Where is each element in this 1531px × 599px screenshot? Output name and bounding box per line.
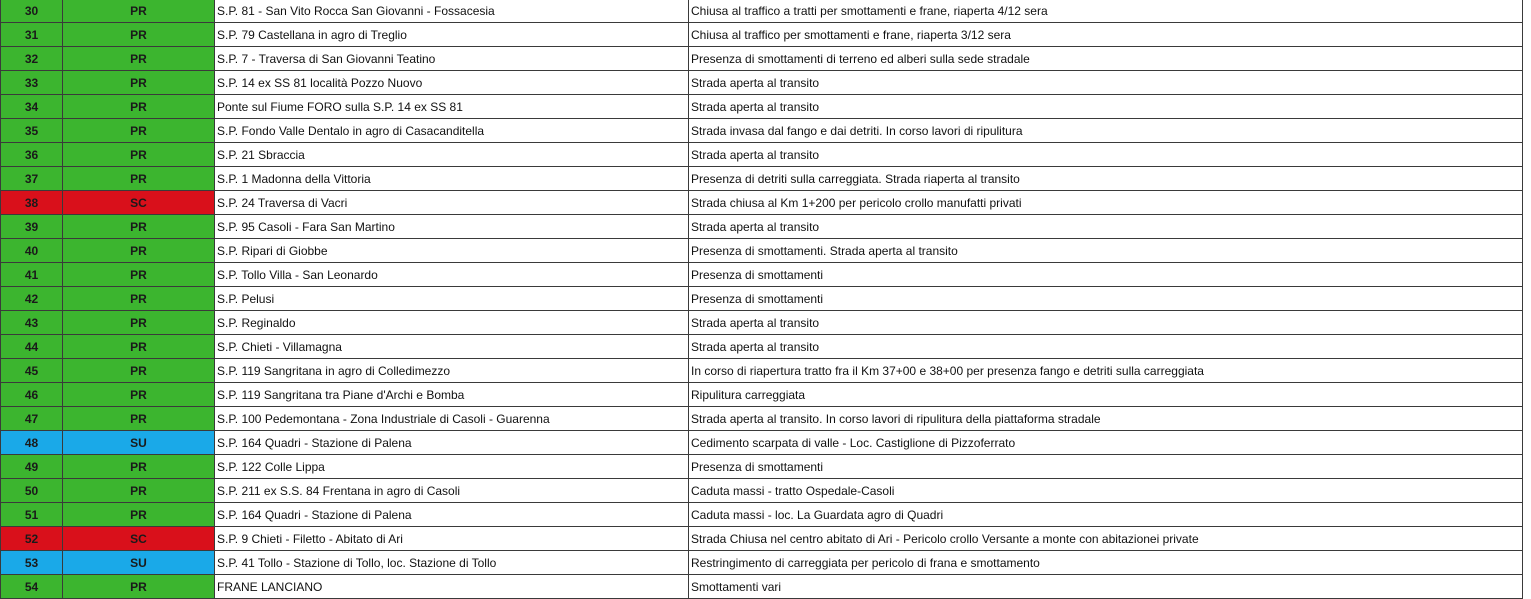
road-name-cell: S.P. 164 Quadri - Stazione di Palena — [215, 431, 689, 455]
row-number-cell: 41 — [1, 263, 63, 287]
row-number-cell: 44 — [1, 335, 63, 359]
table-row — [1, 119, 1523, 143]
table-row — [1, 23, 1523, 47]
road-status-cell: Presenza di smottamenti. Strada aperta al transito — [689, 239, 1523, 263]
table-row — [1, 479, 1523, 503]
road-name-cell: S.P. 95 Casoli - Fara San Martino — [215, 215, 689, 239]
row-number-cell: 50 — [1, 479, 63, 503]
road-type-cell: PR — [63, 263, 215, 287]
road-status-cell: Strada aperta al transito — [689, 335, 1523, 359]
road-name-cell: S.P. 164 Quadri - Stazione di Palena — [215, 503, 689, 527]
row-number-cell: 38 — [1, 191, 63, 215]
road-type-cell: PR — [63, 23, 215, 47]
table-row — [1, 215, 1523, 239]
table-row — [1, 311, 1523, 335]
road-status-cell: Chiusa al traffico a tratti per smottamenti e frane, riaperta 4/12 sera — [689, 0, 1523, 23]
road-type-cell: PR — [63, 575, 215, 599]
road-name-cell: S.P. 79 Castellana in agro di Treglio — [215, 23, 689, 47]
road-status-cell: Presenza di smottamenti — [689, 287, 1523, 311]
table-row — [1, 455, 1523, 479]
road-name-cell: S.P. 211 ex S.S. 84 Frentana in agro di Casoli — [215, 479, 689, 503]
road-type-cell: PR — [63, 119, 215, 143]
road-type-cell: PR — [63, 0, 215, 23]
table-row — [1, 431, 1523, 455]
row-number-cell: 30 — [1, 0, 63, 23]
road-type-cell: PR — [63, 383, 215, 407]
road-status-cell: Strada aperta al transito — [689, 215, 1523, 239]
table-row — [1, 263, 1523, 287]
table-row — [1, 383, 1523, 407]
road-status-cell: Strada aperta al transito. In corso lavori di ripulitura della piattaforma stradale — [689, 407, 1523, 431]
road-name-cell: Ponte sul Fiume FORO sulla S.P. 14 ex SS 81 — [215, 95, 689, 119]
road-name-cell: S.P. 122 Colle Lippa — [215, 455, 689, 479]
table-row — [1, 239, 1523, 263]
row-number-cell: 43 — [1, 311, 63, 335]
road-type-cell: PR — [63, 239, 215, 263]
road-type-cell: PR — [63, 407, 215, 431]
row-number-cell: 45 — [1, 359, 63, 383]
table-row — [1, 95, 1523, 119]
table-row — [1, 287, 1523, 311]
row-number-cell: 54 — [1, 575, 63, 599]
road-status-cell: In corso di riapertura tratto fra il Km 37+00 e 38+00 per presenza fango e detriti sulla carreggiata — [689, 359, 1523, 383]
road-type-cell: PR — [63, 215, 215, 239]
road-name-cell: S.P. Reginaldo — [215, 311, 689, 335]
road-type-cell: PR — [63, 71, 215, 95]
road-status-cell: Presenza di detriti sulla carreggiata. Strada riaperta al transito — [689, 167, 1523, 191]
row-number-cell: 33 — [1, 71, 63, 95]
road-name-cell: S.P. 9 Chieti - Filetto - Abitato di Ari — [215, 527, 689, 551]
road-name-cell: S.P. 119 Sangritana in agro di Colledimezzo — [215, 359, 689, 383]
road-name-cell: S.P. Chieti - Villamagna — [215, 335, 689, 359]
row-number-cell: 32 — [1, 47, 63, 71]
table-row — [1, 47, 1523, 71]
table-row — [1, 359, 1523, 383]
row-number-cell: 35 — [1, 119, 63, 143]
road-type-cell: PR — [63, 479, 215, 503]
road-type-cell: PR — [63, 287, 215, 311]
row-number-cell: 39 — [1, 215, 63, 239]
table-row — [1, 551, 1523, 575]
road-status-cell: Caduta massi - tratto Ospedale-Casoli — [689, 479, 1523, 503]
road-type-cell: PR — [63, 143, 215, 167]
table-row — [1, 575, 1523, 599]
road-status-cell: Strada chiusa al Km 1+200 per pericolo crollo manufatti privati — [689, 191, 1523, 215]
row-number-cell: 31 — [1, 23, 63, 47]
road-status-cell: Presenza di smottamenti — [689, 455, 1523, 479]
row-number-cell: 36 — [1, 143, 63, 167]
row-number-cell: 51 — [1, 503, 63, 527]
road-status-cell: Strada aperta al transito — [689, 311, 1523, 335]
table-row — [1, 407, 1523, 431]
road-type-cell: PR — [63, 335, 215, 359]
table-row — [1, 191, 1523, 215]
row-number-cell: 48 — [1, 431, 63, 455]
road-name-cell: S.P. Ripari di Giobbe — [215, 239, 689, 263]
table-row — [1, 167, 1523, 191]
road-status-cell: Cedimento scarpata di valle - Loc. Castiglione di Pizzoferrato — [689, 431, 1523, 455]
road-type-cell: SU — [63, 551, 215, 575]
road-status-cell: Strada invasa dal fango e dai detriti. In corso lavori di ripulitura — [689, 119, 1523, 143]
row-number-cell: 52 — [1, 527, 63, 551]
road-status-cell: Restringimento di carreggiata per pericolo di frana e smottamento — [689, 551, 1523, 575]
road-type-cell: PR — [63, 455, 215, 479]
row-number-cell: 37 — [1, 167, 63, 191]
road-type-cell: PR — [63, 95, 215, 119]
road-name-cell: S.P. Tollo Villa - San Leonardo — [215, 263, 689, 287]
road-type-cell: PR — [63, 311, 215, 335]
table-row — [1, 71, 1523, 95]
road-status-cell: Strada aperta al transito — [689, 95, 1523, 119]
road-name-cell: S.P. Fondo Valle Dentalo in agro di Casacanditella — [215, 119, 689, 143]
road-name-cell: S.P. 14 ex SS 81 località Pozzo Nuovo — [215, 71, 689, 95]
road-name-cell: S.P. 119 Sangritana tra Piane d'Archi e Bomba — [215, 383, 689, 407]
road-type-cell: PR — [63, 359, 215, 383]
road-status-cell: Presenza di smottamenti di terreno ed alberi sulla sede stradale — [689, 47, 1523, 71]
table-body — [1, 0, 1523, 599]
road-status-cell: Ripulitura carreggiata — [689, 383, 1523, 407]
road-status-cell: Strada aperta al transito — [689, 143, 1523, 167]
row-number-cell: 34 — [1, 95, 63, 119]
row-number-cell: 47 — [1, 407, 63, 431]
road-name-cell: S.P. 100 Pedemontana - Zona Industriale di Casoli - Guarenna — [215, 407, 689, 431]
table-row — [1, 527, 1523, 551]
road-status-cell: Presenza di smottamenti — [689, 263, 1523, 287]
road-status-cell: Strada aperta al transito — [689, 71, 1523, 95]
table-row — [1, 503, 1523, 527]
road-type-cell: SC — [63, 191, 215, 215]
road-type-cell: PR — [63, 47, 215, 71]
row-number-cell: 40 — [1, 239, 63, 263]
table-row — [1, 143, 1523, 167]
table-row — [1, 0, 1523, 23]
road-type-cell: SC — [63, 527, 215, 551]
road-type-cell: PR — [63, 503, 215, 527]
road-name-cell: S.P. Pelusi — [215, 287, 689, 311]
road-name-cell: S.P. 41 Tollo - Stazione di Tollo, loc. Stazione di Tollo — [215, 551, 689, 575]
road-status-cell: Strada Chiusa nel centro abitato di Ari - Pericolo crollo Versante a monte con abitazionei private — [689, 527, 1523, 551]
table-row — [1, 335, 1523, 359]
road-name-cell: FRANE LANCIANO — [215, 575, 689, 599]
row-number-cell: 42 — [1, 287, 63, 311]
road-name-cell: S.P. 7 - Traversa di San Giovanni Teatino — [215, 47, 689, 71]
road-type-cell: SU — [63, 431, 215, 455]
row-number-cell: 53 — [1, 551, 63, 575]
road-name-cell: S.P. 81 - San Vito Rocca San Giovanni - Fossacesia — [215, 0, 689, 23]
road-name-cell: S.P. 24 Traversa di Vacri — [215, 191, 689, 215]
row-number-cell: 49 — [1, 455, 63, 479]
road-status-cell: Chiusa al traffico per smottamenti e frane, riaperta 3/12 sera — [689, 23, 1523, 47]
road-status-cell: Smottamenti vari — [689, 575, 1523, 599]
road-type-cell: PR — [63, 167, 215, 191]
road-status-cell: Caduta massi - loc. La Guardata agro di Quadri — [689, 503, 1523, 527]
row-number-cell: 46 — [1, 383, 63, 407]
road-name-cell: S.P. 1 Madonna della Vittoria — [215, 167, 689, 191]
road-name-cell: S.P. 21 Sbraccia — [215, 143, 689, 167]
